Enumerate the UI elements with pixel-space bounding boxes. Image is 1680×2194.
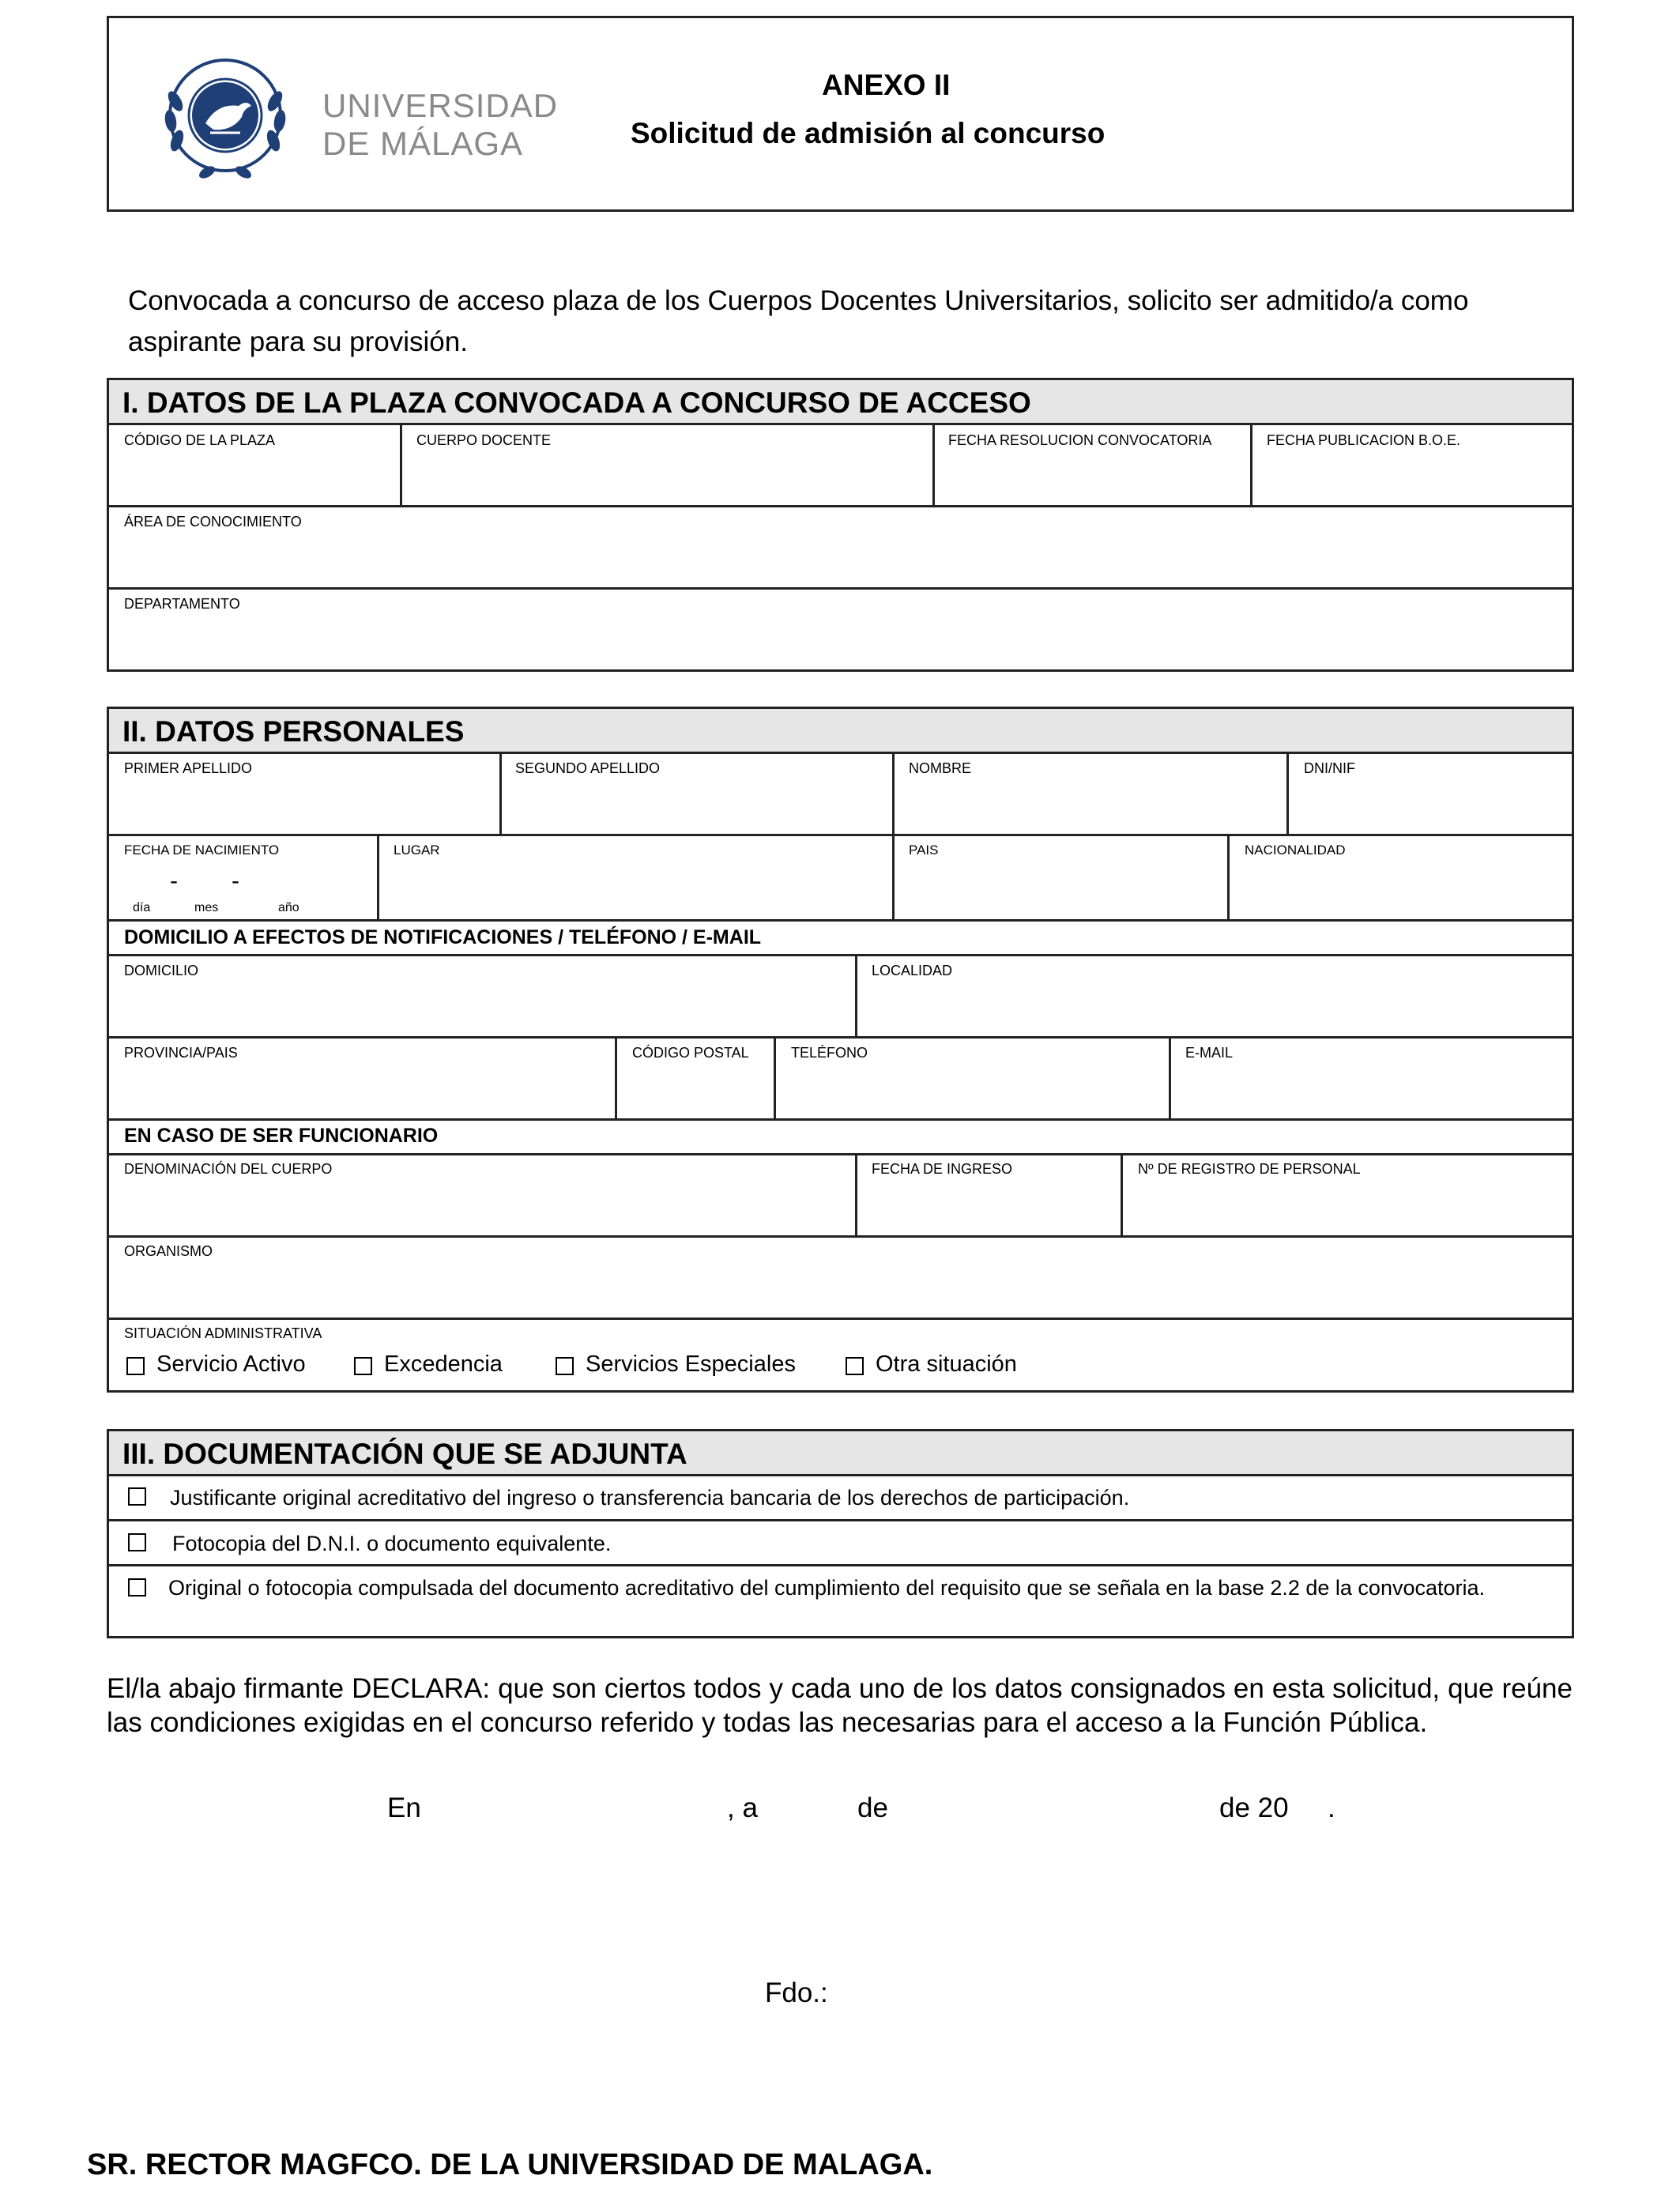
email-field[interactable] [1172,1063,1569,1115]
localidad-field[interactable] [858,981,1569,1033]
cuerpo-docente-field[interactable] [403,450,930,503]
denominacion-field[interactable] [111,1179,853,1231]
dni-label: DNI/NIF [1304,760,1355,776]
localidad-label: LOCALIDAD [872,963,953,978]
excedencia-checkbox[interactable] [354,1357,372,1375]
firma-label: Fdo.: [765,1977,828,2008]
departamento-label: DEPARTAMENTO [124,596,240,612]
denominacion-label: DENOMINACIÓN DEL CUERPO [124,1161,333,1177]
firma-field[interactable] [838,1936,1312,2015]
date-dash-1: - [170,868,178,894]
segundo-apellido-label: SEGUNDO APELLIDO [515,760,661,776]
place-a-label: , a [727,1793,758,1823]
doc-requisito-checkbox[interactable] [128,1578,146,1596]
university-seal-icon [150,54,300,188]
excedencia-label: Excedencia [384,1351,503,1377]
place-de20-label: de 20 [1219,1793,1289,1823]
lugar-label: LUGAR [394,843,440,858]
provincia-field[interactable] [111,1063,612,1115]
declaration-text: El/la abajo firmante DECLARA: que son ciertos todos y cada uno de los datos consignados en esta solicitud, que reúne las condiciones exigidas en el concurso referido y todas las necesarias para el acceso a la Función Pública. [107,1673,1573,1738]
section1-title: I. DATOS DE LA PLAZA CONVOCADA A CONCURSO DE ACCESO [122,386,1031,419]
servicio-activo-label: Servicio Activo [156,1351,306,1377]
fecha-resolucion-label: FECHA RESOLUCION CONVOCATORIA [948,432,1212,448]
servicios-especiales-checkbox[interactable] [556,1357,574,1375]
fecha-resolucion-field[interactable] [936,450,1248,503]
fecha-boe-field[interactable] [1253,450,1569,503]
intro-text: Convocada a concurso de acceso plaza de los Cuerpos Docentes Universitarios, solicito ser admitido/a como aspirante para su provisión. [128,285,1469,357]
segundo-apellido-field[interactable] [503,778,890,831]
university-name-line2: DE MÁLAGA [322,125,524,162]
primer-apellido-label: PRIMER APELLIDO [124,760,253,776]
doc-justificante-label: Justificante original acreditativo del ingreso o transferencia bancaria de los derechos de participación. [170,1486,1130,1510]
primer-apellido-field[interactable] [111,778,497,831]
dni-field[interactable] [1290,778,1569,831]
doc-dni-label: Fotocopia del D.N.I. o documento equivalente. [172,1532,612,1555]
otra-situacion-checkbox[interactable] [846,1357,864,1375]
nacionalidad-label: NACIONALIDAD [1245,843,1346,858]
date-dash-2: - [232,868,239,894]
email-label: E-MAIL [1185,1045,1234,1061]
codigo-plaza-label: CÓDIGO DE LA PLAZA [124,432,276,448]
nombre-field[interactable] [895,778,1284,831]
telefono-field[interactable] [777,1063,1166,1115]
fecha-ingreso-field[interactable] [858,1179,1118,1231]
area-conocimiento-field[interactable] [111,532,1569,584]
telefono-label: TELÉFONO [791,1045,868,1061]
codigo-postal-label: CÓDIGO POSTAL [632,1045,749,1061]
situacion-label: SITUACIÓN ADMINISTRATIVA [124,1325,322,1341]
mes-label: mes [194,901,219,914]
fecha-boe-label: FECHA PUBLICACION B.O.E. [1267,432,1461,448]
dia-label: día [133,901,151,914]
registro-personal-field[interactable] [1124,1179,1569,1231]
provincia-label: PROVINCIA/PAIS [124,1045,238,1061]
day-field[interactable] [770,1788,849,1826]
domicilio-label: DOMICILIO [124,963,199,978]
organismo-field[interactable] [111,1261,1569,1314]
year-field[interactable] [1298,1788,1325,1826]
servicios-especiales-label: Servicios Especiales [586,1351,796,1377]
place-field[interactable] [431,1788,723,1826]
organismo-label: ORGANISMO [124,1243,213,1259]
funcionario-header: EN CASO DE SER FUNCIONARIO [124,1125,439,1147]
area-conocimiento-label: ÁREA DE CONOCIMIENTO [124,514,302,530]
nacionalidad-field[interactable] [1230,861,1569,917]
codigo-plaza-field[interactable] [111,450,397,503]
fecha-nacimiento-label: FECHA DE NACIMIENTO [124,843,280,858]
addressee: SR. RECTOR MAGFCO. DE LA UNIVERSIDAD DE MALAGA. [87,2148,933,2181]
pais-field[interactable] [895,861,1225,917]
place-dot-label: . [1328,1793,1335,1823]
servicio-activo-checkbox[interactable] [126,1357,145,1375]
section3-title: III. DOCUMENTACIÓN QUE SE ADJUNTA [122,1438,687,1470]
place-en-label: En [387,1793,421,1823]
anio-label: año [278,901,299,914]
codigo-postal-field[interactable] [618,1063,771,1115]
section2-title: II. DATOS PERSONALES [122,715,465,748]
fecha-nacimiento-field[interactable] [111,861,375,899]
annex-title: ANEXO II [822,69,951,101]
doc-dni-checkbox[interactable] [128,1533,146,1551]
domicilio-header: DOMICILIO A EFECTOS DE NOTIFICACIONES / TELÉFONO / E-MAIL [124,926,762,948]
cuerpo-docente-label: CUERPO DOCENTE [416,432,552,448]
nombre-label: NOMBRE [909,760,972,776]
university-name-line1: UNIVERSIDAD [322,87,559,124]
pais-label: PAIS [909,843,939,858]
month-field[interactable] [901,1788,1217,1826]
domicilio-field[interactable] [111,981,853,1033]
lugar-field[interactable] [380,861,890,917]
form-title: Solicitud de admisión al concurso [631,117,1106,149]
departamento-field[interactable] [111,614,1569,666]
doc-justificante-checkbox[interactable] [128,1487,146,1506]
place-de-label: de [857,1793,888,1823]
otra-situacion-label: Otra situación [876,1351,1017,1377]
fecha-ingreso-label: FECHA DE INGRESO [872,1161,1013,1177]
doc-requisito-label: Original o fotocopia compulsada del documento acreditativo del cumplimiento del requisito que se señala en la base 2.2 de la convocatoria. [168,1576,1486,1600]
registro-personal-label: Nº DE REGISTRO DE PERSONAL [1138,1161,1361,1177]
